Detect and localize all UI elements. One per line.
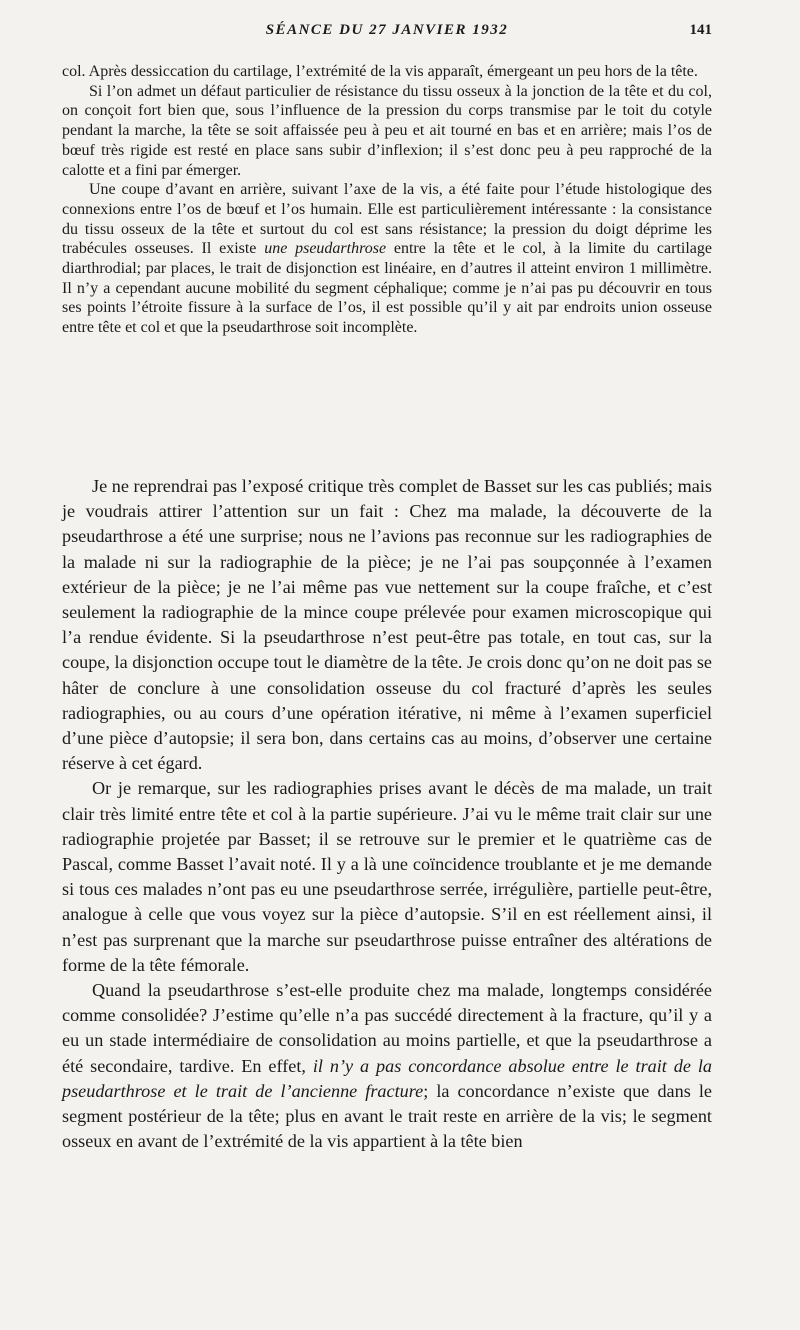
page-number: 141 xyxy=(689,22,712,38)
text-run: ; la concordance n’existe que dans le segment postérieur de la tête; plus en avant le trait reste en arrière de la vis; le segment osseux en avant de l’extrémité de la vis appartient à la tête bien xyxy=(62,1080,712,1152)
paragraph-question xyxy=(62,978,712,1154)
running-head xyxy=(62,22,712,42)
small-print-section xyxy=(62,62,712,338)
text-run: Quand la pseudarthrose s’est-elle produite chez ma malade, longtemps considérée comme consolidée? J’estime qu’elle n’a pas succédé directement à la fracture, qu’il y a eu un stade intermédiaire de consolidation au moins partielle, et que la pseudarthrose a été secondaire, tardive. En effet, xyxy=(62,980,712,1076)
paragraph-resistance: Si l’on admet un défaut particulier de résistance du tissu osseux à la jonction de la tête et du col, on conçoit fort bien que, sous l’influence de la pression du corps transmise par le toit du cotyle pendant la marche, la tête se soit affaissée peu à peu et ait tourné en bas et en arrière; mais l’os de bœuf très rigide est resté en place sans subir d’inflexion; il s’est donc peu à peu rapproché de la calotte et a fini par émerger. xyxy=(62,82,712,179)
paragraph-basset: Je ne reprendrai pas l’exposé critique très complet de Basset sur les cas publiés; mais je voudrais attirer l’attention sur un fait : Chez ma malade, la découverte de la pseudarthrose a été une surprise; nous ne l’avions pas reconnue sur les radiographies de la malade ni sur la radiographie de la pièce; je ne l’ai pas soupçonnée à l’examen extérieur de la pièce; je ne l’ai même pas vue nettement sur la coupe fraîche, et c’est seulement la radiographie de la mince coupe prélevée pour examen microscopique qui l’a rendue évidente. Si la pseudarthrose n’est peut-être pas totale, en tout cas, sur la coupe, la disjonction occupe tout le diamètre de la tête. Je crois donc qu’on ne doit pas se hâter de conclure à une consolidation osseuse du col fracturé d’après les seules radiographies, ou au cours d’une opération itérative, ni même à l’examen superficiel d’une pièce d’autopsie; il sera bon, dans certains cas au moins, d’observer une certaine réserve à cet égard. xyxy=(62,476,712,774)
text-run: Une coupe d’avant en arrière, suivant l’axe de la vis, a été faite pour l’étude histologique des connexions entre l’os de bœuf et l’os humain. Elle est particulièrement intéressante : la consistance du tissu osseux de la tête et surtout du col est sans résistance; la pression du doigt déprime les trabécules osseuses. Il existe xyxy=(62,181,712,258)
paragraph-histology xyxy=(62,180,712,338)
emphasis-pseudarthrose: une pseudarthrose xyxy=(264,240,387,258)
text-run: entre la tête et le col, à la limite du cartilage diarthrodial; par places, le trait de disjonction est linéaire, en d’autres il atteint environ 1 millimètre. Il n’y a cependant aucune mobilité du segment céphalique; comme je n’ai pas pu découvrir en tous ses points l’étroite fissure à la surface de l’os, il est possible qu’il y ait par endroits union osseuse entre tête et col et que la pseudarthrose soit incomplète. xyxy=(62,240,713,337)
running-title: SÉANCE DU 27 JANVIER 1932 xyxy=(265,22,509,38)
emphasis-concordance: il n’y a pas concordance absolue entre le trait de la pseudarthrose et le trait de l’ancienne fracture xyxy=(62,1055,712,1101)
main-text-section xyxy=(62,474,712,1154)
paragraph-radiographies: Or je remarque, sur les radiographies prises avant le décès de ma malade, un trait clair très limité entre tête et col à la partie supérieure. J’ai vu le même trait clair sur une radiographie projetée par Basset; il se retrouve sur le premier et le quatrième cas de Pascal, comme Basset l’avait noté. Il y a là une coïncidence troublante et je me demande si tous ces malades n’ont pas eu une pseudarthrose serrée, irrégulière, partielle peut-être, analogue à celle que vous voyez sur la pièce d’autopsie. S’il en est réellement ainsi, il n’est pas surprenant que la marche sur pseudarthrose puisse entraîner des altérations de forme de la tête fémorale. xyxy=(62,778,712,975)
paragraph-continuation: col. Après dessiccation du cartilage, l’extrémité de la vis apparaît, émergeant un peu hors de la tête. xyxy=(62,63,698,80)
